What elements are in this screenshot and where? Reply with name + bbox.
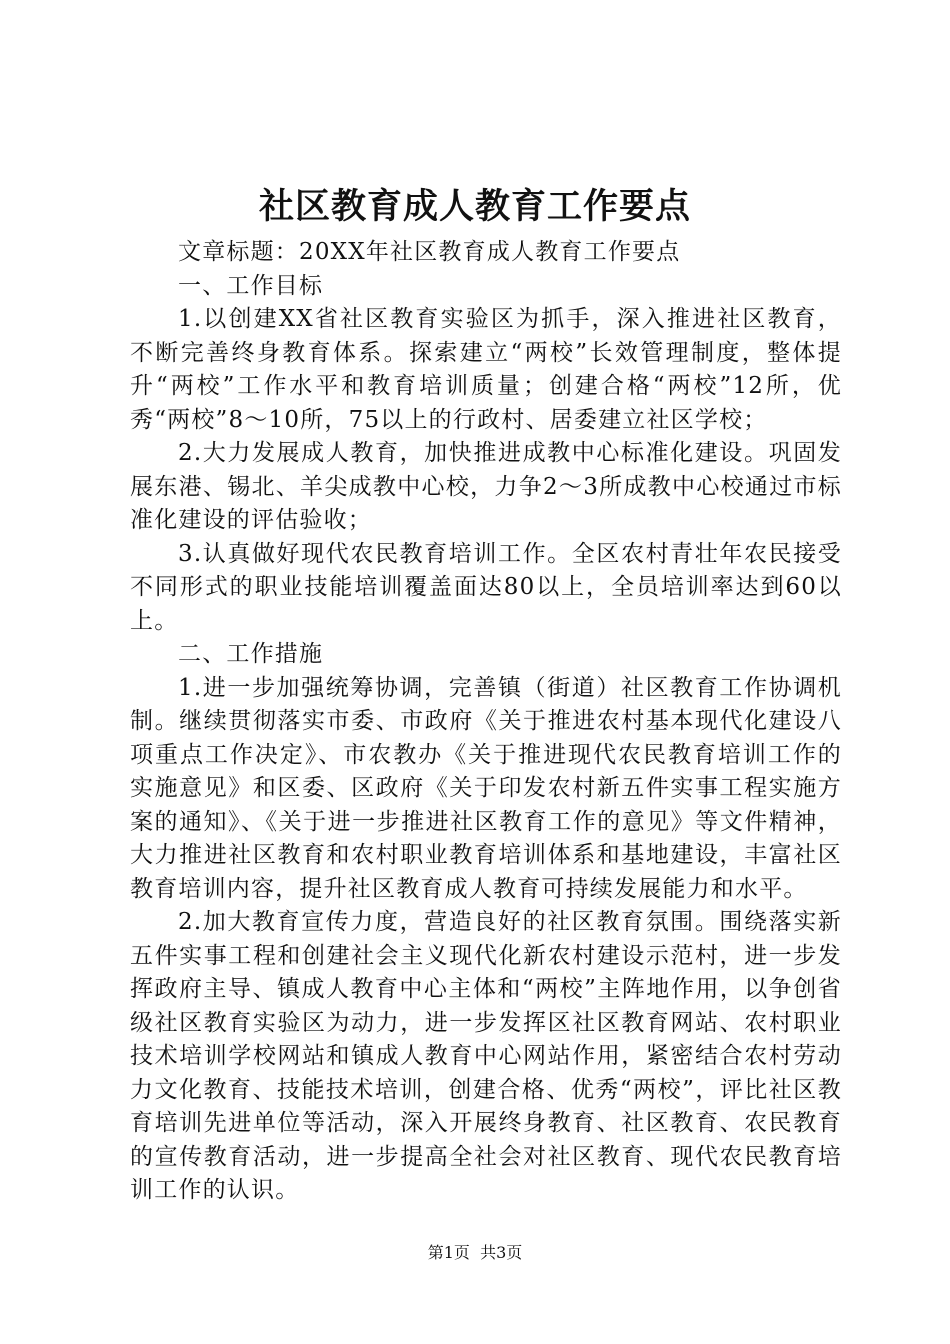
- section-heading-measures: 二、工作措施: [178, 641, 324, 667]
- measure-paragraph-2: 2.加大教育宣传力度，营造良好的社区教育氛围。围绕落实新五件实事工程和创建社会主义现代化新农村建设示范村，进一步发挥政府主导、镇成人教育中心主体和“两校”主阵地作用，以争创省级社区教育实验区为动力，进一步发挥区社区教育网站、农村职业技术培训学校网站和镇成人教育中心网站作用，紧密结合农村劳动力文化教育、技能技术培训，创建合格、优秀“两校”，评比社区教育培训先进单位等活动，深入开展终身教育、社区教育、农民教育的宣传教育活动，进一步提高全社会对社区教育、现代农民教育培训工作的认识。: [130, 909, 842, 1203]
- goal-paragraph-2: 2.大力发展成人教育，加快推进成教中心标准化建设。巩固发展东港、锡北、羊尖成教中心校，力争2～3所成教中心校通过市标准化建设的评估验收；: [130, 440, 842, 533]
- document-title: 社区教育成人教育工作要点: [258, 186, 691, 227]
- page-footer: [0, 1242, 950, 1264]
- measure-paragraph-1: 1.进一步加强统筹协调，完善镇（街道）社区教育工作协调机制。继续贯彻落实市委、市政府《关于推进农村基本现代化建设八项重点工作决定》、市农教办《关于推进现代农民教育培训工作的实施意见》和区委、区政府《关于印发农村新五件实事工程实施方案的通知》、《关于进一步推进社区教育工作的意见》等文件精神，大力推进社区教育和农村职业教育培训体系和基地建设，丰富社区教育培训内容，提升社区教育成人教育可持续发展能力和水平。: [130, 674, 842, 902]
- page-total: 共3页: [480, 1243, 523, 1262]
- goal-paragraph-3: 3.认真做好现代农民教育培训工作。全区农村青壮年农民接受不同形式的职业技能培训覆盖面达80以上，全员培训率达到60以上。: [130, 540, 842, 634]
- document-body: [130, 236, 842, 1208]
- article-title-line: 文章标题：20XX年社区教育成人教育工作要点: [178, 239, 681, 265]
- section-heading-goals: 一、工作目标: [178, 272, 324, 299]
- goal-paragraph-1: 1.以创建XX省社区教育实验区为抓手，深入推进社区教育，不断完善终身教育体系。探索建立“两校”长效管理制度，整体提升“两校”工作水平和教育培训质量；创建合格“两校”12所，优秀“两校”8～10所，75以上的行政村、居委建立社区学校；: [130, 306, 842, 433]
- page-number: 第1页: [427, 1243, 470, 1262]
